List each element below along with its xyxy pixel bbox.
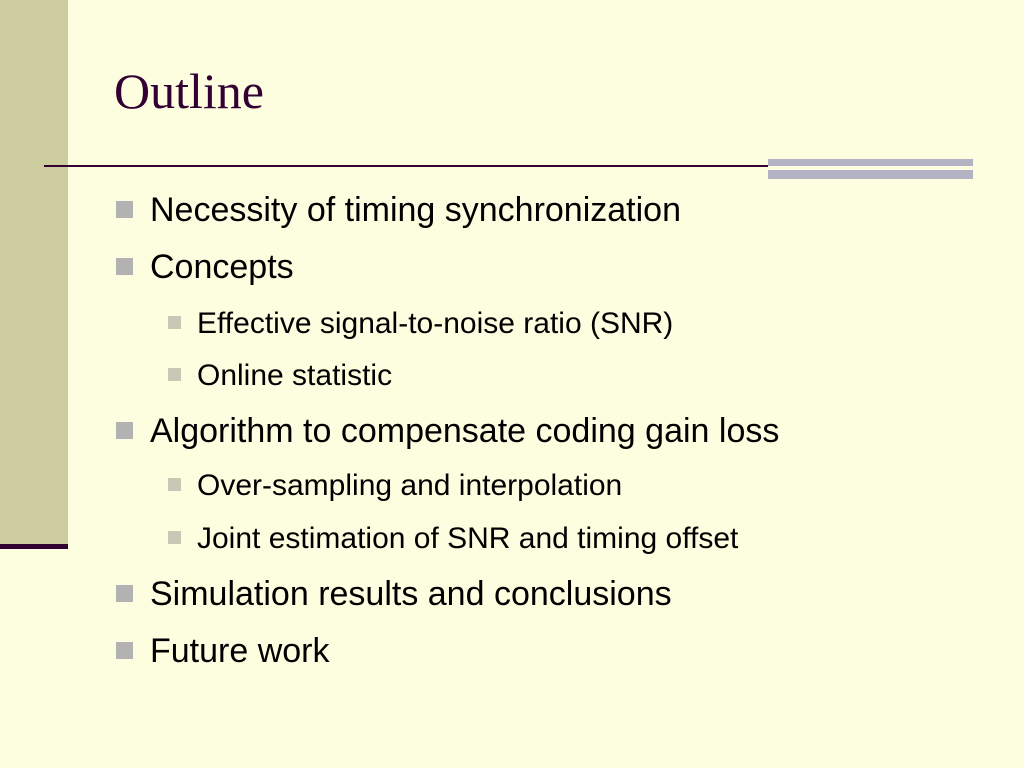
square-sub-bullet-icon <box>168 316 181 329</box>
bullet-text: Simulation results and conclusions <box>150 575 672 613</box>
square-bullet-icon <box>116 642 133 659</box>
sub-bullet-text: Joint estimation of SNR and timing offset <box>197 522 739 555</box>
bullet-text: Future work <box>150 632 330 670</box>
square-sub-bullet-icon <box>168 531 181 544</box>
sub-bullet-item-online-statistic <box>168 361 392 391</box>
square-bullet-icon <box>116 422 133 439</box>
bullet-item-timing-sync <box>116 193 681 227</box>
square-sub-bullet-icon <box>168 478 181 491</box>
bullet-item-algorithm <box>116 414 779 448</box>
bullet-item-simulation <box>116 577 672 611</box>
sub-bullet-item-oversampling <box>168 471 622 501</box>
bullet-item-concepts <box>116 250 294 284</box>
square-bullet-icon <box>116 201 133 218</box>
square-bullet-icon <box>116 258 133 275</box>
sub-bullet-text: Online statistic <box>197 359 393 392</box>
sub-bullet-text: Over-sampling and interpolation <box>197 469 623 502</box>
sub-bullet-item-joint-estimation <box>168 524 738 554</box>
square-sub-bullet-icon <box>168 368 181 381</box>
bullet-text: Concepts <box>150 248 294 286</box>
sub-bullet-item-effective-snr <box>168 309 673 339</box>
bullet-text: Algorithm to compensate coding gain loss <box>150 412 780 450</box>
sub-bullet-text: Effective signal-to-noise ratio (SNR) <box>197 307 674 340</box>
bullet-text: Necessity of timing synchronization <box>150 191 682 229</box>
slide-title: Outline <box>114 63 264 119</box>
square-bullet-icon <box>116 585 133 602</box>
bullet-item-future-work <box>116 634 330 668</box>
